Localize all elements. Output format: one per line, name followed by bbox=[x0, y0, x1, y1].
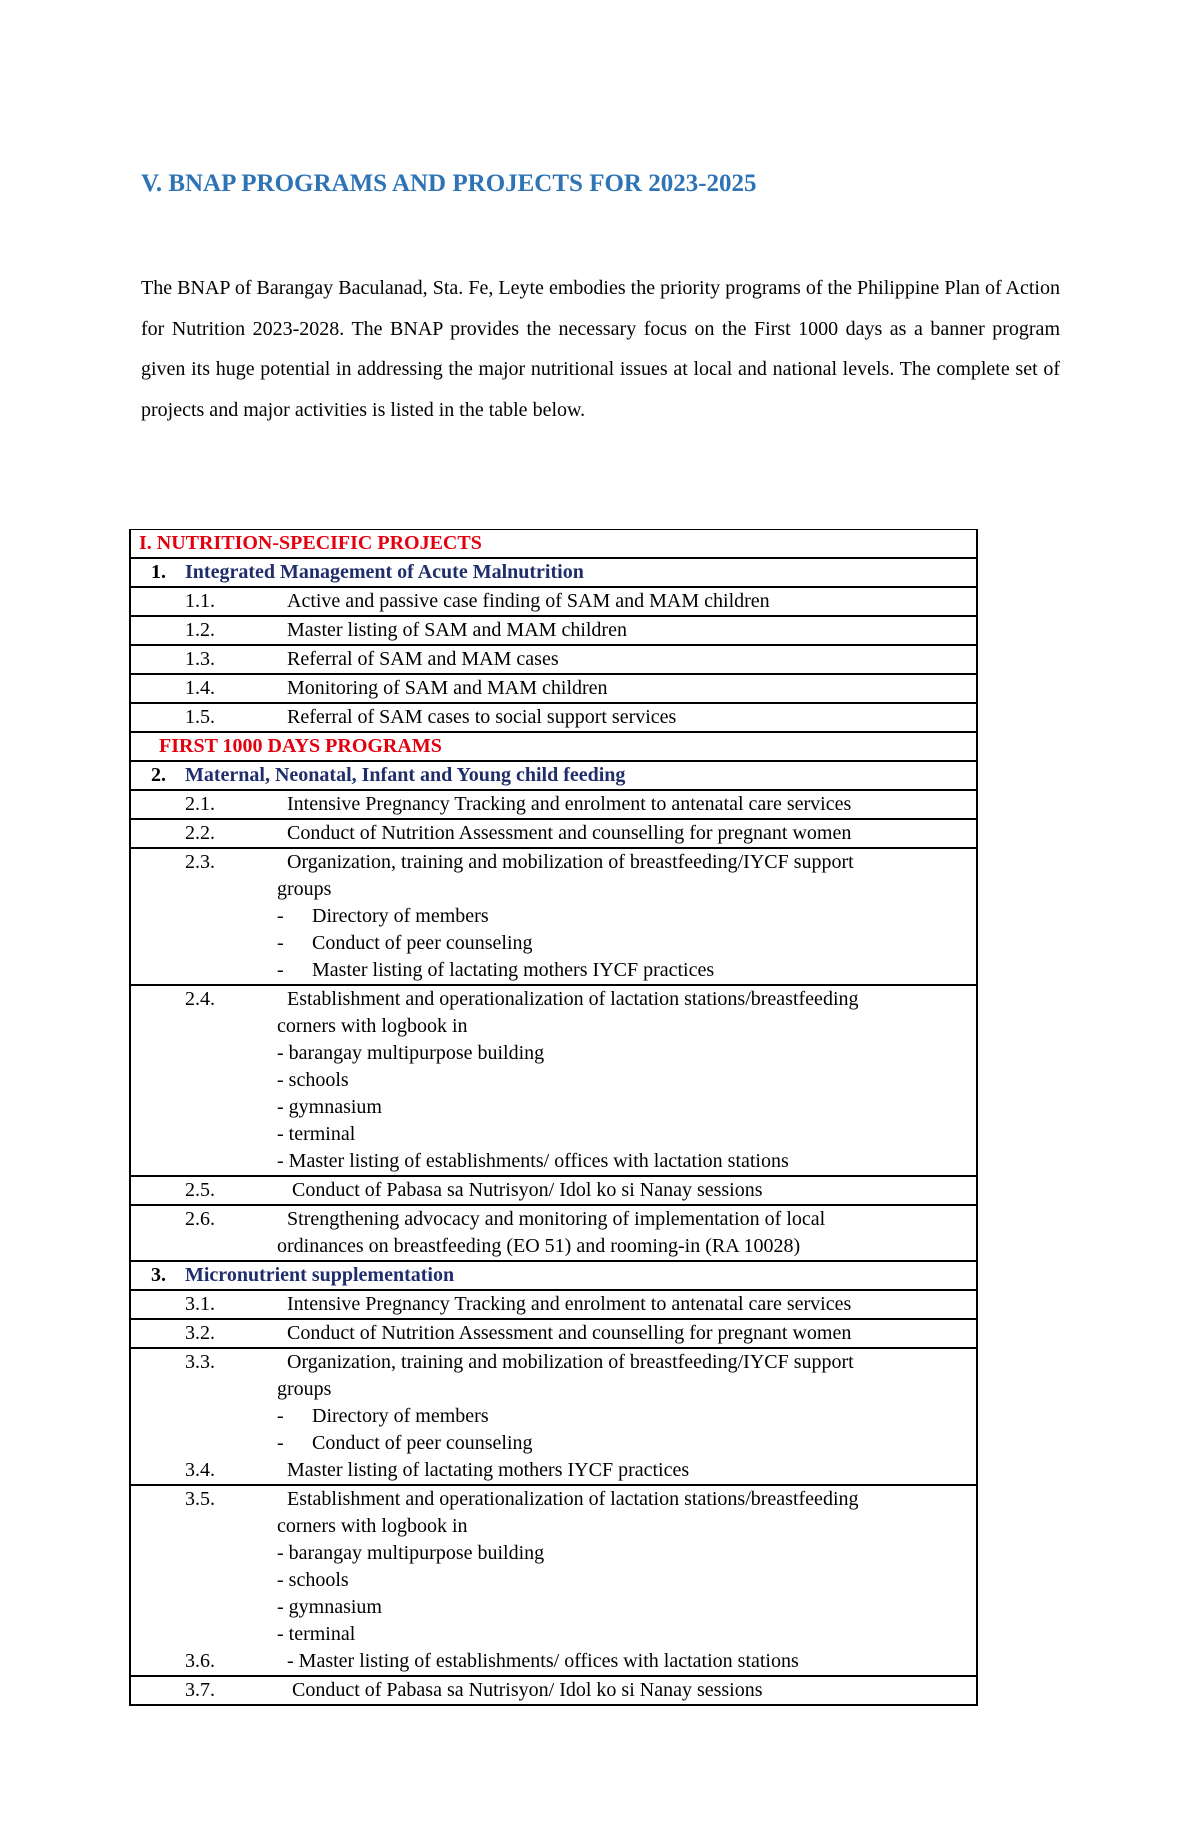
item-text: Establishment and operationalization of lactation stations/breastfeeding bbox=[287, 988, 859, 1010]
dash-marker: - bbox=[277, 905, 284, 927]
table-row bbox=[130, 674, 977, 703]
sub-item: - barangay multipurpose building bbox=[277, 1042, 545, 1064]
item-number: 3.3. bbox=[185, 1351, 215, 1373]
table-row bbox=[130, 790, 977, 819]
table-row bbox=[130, 1348, 977, 1485]
sub-item bbox=[185, 1403, 966, 1430]
item-number: 1.1. bbox=[185, 590, 215, 612]
sub-item-text: Conduct of peer counseling bbox=[312, 932, 533, 954]
sub-item bbox=[185, 930, 966, 957]
table-row bbox=[130, 848, 977, 985]
group-row bbox=[130, 761, 977, 790]
item-text: Referral of SAM cases to social support services bbox=[287, 706, 677, 728]
programs-table bbox=[129, 529, 978, 1706]
item-text: Monitoring of SAM and MAM children bbox=[287, 677, 608, 699]
sub-item: - barangay multipurpose building bbox=[277, 1542, 545, 1564]
item-number: 2.2. bbox=[185, 822, 215, 844]
table-row bbox=[130, 819, 977, 848]
item-text-continued: corners with logbook in bbox=[277, 1015, 468, 1037]
item-text: Conduct of Nutrition Assessment and counselling for pregnant women bbox=[287, 822, 852, 844]
dash-marker: - bbox=[277, 1405, 284, 1427]
item-text-continued: groups bbox=[277, 878, 332, 900]
item-number: 2.4. bbox=[185, 988, 215, 1010]
group-number: 1. bbox=[151, 561, 166, 583]
table-row bbox=[130, 985, 977, 1176]
item-number: 2.5. bbox=[185, 1179, 215, 1201]
table-row bbox=[130, 703, 977, 732]
item-text: Conduct of Pabasa sa Nutrisyon/ Idol ko si Nanay sessions bbox=[287, 1679, 763, 1701]
group-title: Maternal, Neonatal, Infant and Young child feeding bbox=[185, 764, 626, 786]
group-title: Integrated Management of Acute Malnutrition bbox=[185, 561, 584, 583]
item-number: 1.4. bbox=[185, 677, 215, 699]
group-title: Micronutrient supplementation bbox=[185, 1264, 455, 1286]
table-row bbox=[130, 616, 977, 645]
item-text: Establishment and operationalization of lactation stations/breastfeeding bbox=[287, 1488, 859, 1510]
item-text-continued: groups bbox=[277, 1378, 332, 1400]
item-number: 2.3. bbox=[185, 851, 215, 873]
item-number: 1.2. bbox=[185, 619, 215, 641]
sub-item-text: Conduct of peer counseling bbox=[312, 1432, 533, 1454]
table-row bbox=[130, 587, 977, 616]
item-text: Intensive Pregnancy Tracking and enrolment to antenatal care services bbox=[287, 793, 852, 815]
table-row bbox=[130, 1485, 977, 1676]
sub-item bbox=[185, 903, 966, 930]
intro-paragraph: The BNAP of Barangay Baculanad, Sta. Fe, Leyte embodies the priority programs of the Philippine Plan of Action for Nutrition 2023-2028. The BNAP provides the necessary focus on the First 1000 days as a banner program given its huge potential in addressing the major nutritional issues at local and national levels. The complete set of projects and major activities is listed in the table below. bbox=[141, 277, 1060, 422]
sub-item: - schools bbox=[277, 1569, 349, 1591]
page-title: V. BNAP PROGRAMS AND PROJECTS FOR 2023-2025 bbox=[141, 170, 757, 197]
group-number: 3. bbox=[151, 1264, 166, 1286]
item-text: Active and passive case finding of SAM and MAM children bbox=[287, 590, 770, 612]
item-number: 3.7. bbox=[185, 1679, 215, 1701]
item-text: - Master listing of establishments/ offices with lactation stations bbox=[287, 1650, 799, 1672]
dash-marker: - bbox=[277, 959, 284, 981]
group-number: 2. bbox=[151, 764, 166, 786]
sub-item-text: Directory of members bbox=[312, 1405, 489, 1427]
sub-item-numbered bbox=[185, 1457, 966, 1484]
item-text: Intensive Pregnancy Tracking and enrolment to antenatal care services bbox=[287, 1293, 852, 1315]
item-text: Master listing of SAM and MAM children bbox=[287, 619, 627, 641]
table-row bbox=[130, 1176, 977, 1205]
table-row bbox=[130, 1676, 977, 1705]
item-number: 3.6. bbox=[185, 1650, 215, 1672]
table-row bbox=[130, 1290, 977, 1319]
group-row bbox=[130, 1261, 977, 1290]
group-row bbox=[130, 558, 977, 587]
item-text-continued: ordinances on breastfeeding (EO 51) and rooming-in (RA 10028) bbox=[277, 1235, 801, 1257]
table-row bbox=[130, 645, 977, 674]
sub-item-numbered bbox=[185, 1648, 966, 1675]
sub-item-text: Directory of members bbox=[312, 905, 489, 927]
item-number: 3.2. bbox=[185, 1322, 215, 1344]
item-number: 1.5. bbox=[185, 706, 215, 728]
sub-item bbox=[185, 957, 966, 984]
sub-item: - gymnasium bbox=[277, 1596, 382, 1618]
item-text: Conduct of Pabasa sa Nutrisyon/ Idol ko si Nanay sessions bbox=[287, 1179, 763, 1201]
item-text: Organization, training and mobilization of breastfeeding/IYCF support bbox=[287, 1351, 854, 1373]
sub-item: - terminal bbox=[277, 1623, 356, 1645]
item-number: 3.5. bbox=[185, 1488, 215, 1510]
item-text: Organization, training and mobilization of breastfeeding/IYCF support bbox=[287, 851, 854, 873]
dash-marker: - bbox=[277, 1432, 284, 1454]
item-text: Strengthening advocacy and monitoring of implementation of local bbox=[287, 1208, 826, 1230]
item-number: 3.1. bbox=[185, 1293, 215, 1315]
sub-item bbox=[185, 1430, 966, 1457]
item-number: 2.6. bbox=[185, 1208, 215, 1230]
table-row bbox=[130, 1319, 977, 1348]
item-text: Master listing of lactating mothers IYCF practices bbox=[287, 1459, 690, 1481]
sub-item: - gymnasium bbox=[277, 1096, 382, 1118]
section-title: I. NUTRITION-SPECIFIC PROJECTS bbox=[130, 530, 977, 559]
table-row bbox=[130, 1205, 977, 1261]
item-text: Conduct of Nutrition Assessment and counselling for pregnant women bbox=[287, 1322, 852, 1344]
item-text: Referral of SAM and MAM cases bbox=[287, 648, 559, 670]
first-1000-days-title: FIRST 1000 DAYS PROGRAMS bbox=[130, 732, 977, 761]
item-text-continued: corners with logbook in bbox=[277, 1515, 468, 1537]
item-number: 3.4. bbox=[185, 1459, 215, 1481]
sub-item: - schools bbox=[277, 1069, 349, 1091]
item-number: 2.1. bbox=[185, 793, 215, 815]
item-number: 1.3. bbox=[185, 648, 215, 670]
sub-item: - Master listing of establishments/ offices with lactation stations bbox=[277, 1150, 789, 1172]
sub-item-text: Master listing of lactating mothers IYCF practices bbox=[312, 959, 715, 981]
dash-marker: - bbox=[277, 932, 284, 954]
sub-item: - terminal bbox=[277, 1123, 356, 1145]
